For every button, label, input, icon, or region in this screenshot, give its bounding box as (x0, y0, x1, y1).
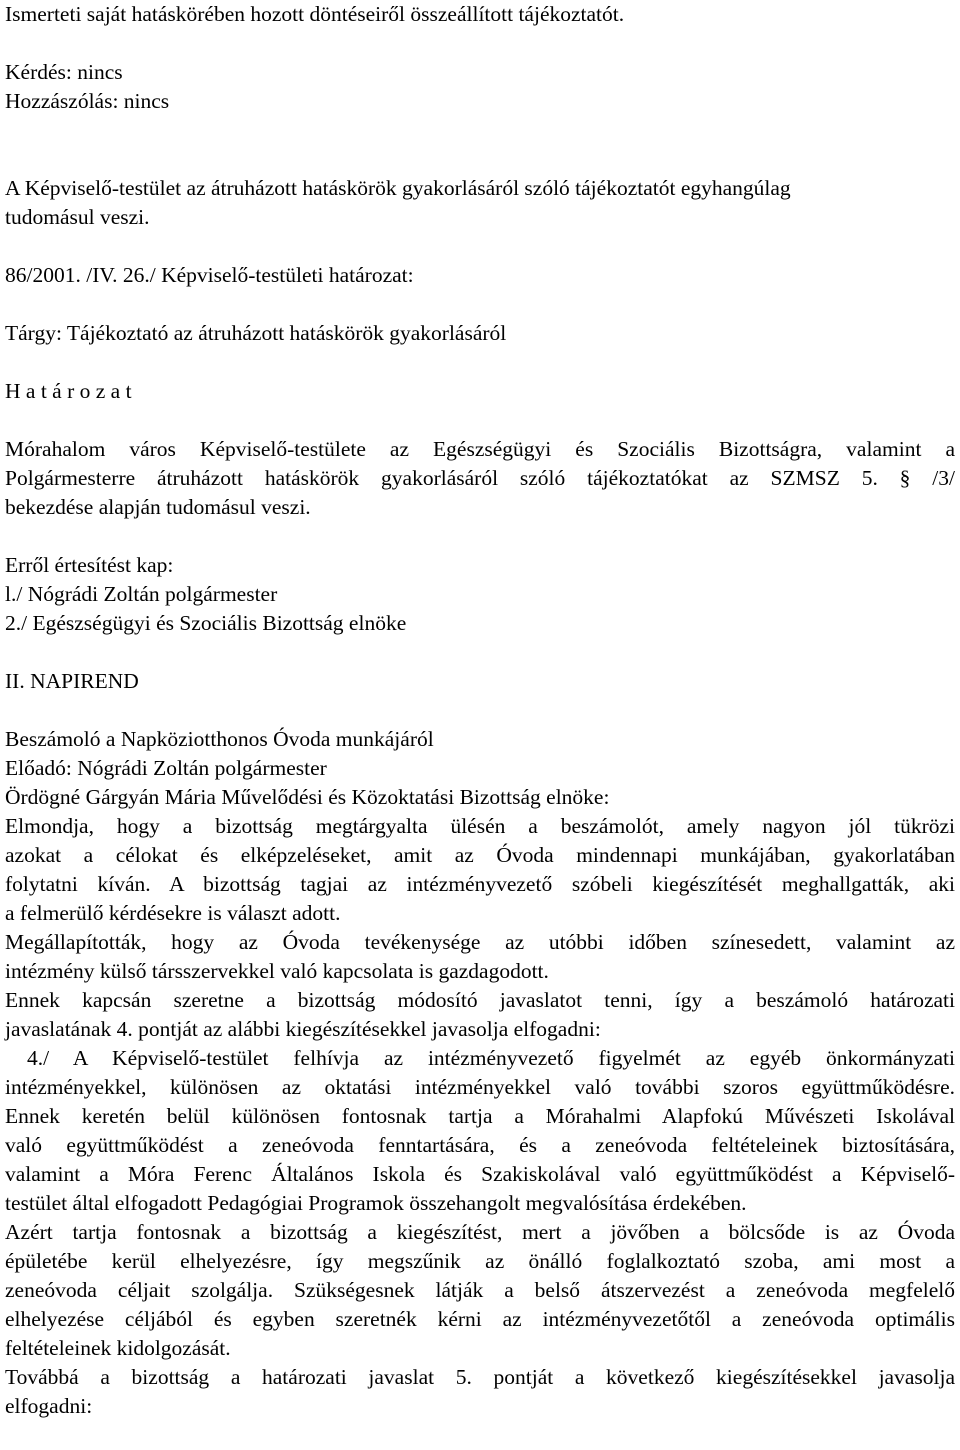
resolution-heading: H a t á r o z a t (5, 379, 132, 403)
body-line: azokat a célokat és elképzeléseket, amit az Óvoda mindennapi munkájában, gyakorlatában (5, 843, 955, 867)
body-line: való együttműködést a zeneóvoda fenntartására, és a zeneóvoda feltételeinek biztosítására, (5, 1133, 955, 1157)
resolution-text-line: Polgármesterre átruházott hatáskörök gyakorlásáról szóló tájékoztatókat az SZMSZ 5. § /3/ (5, 466, 955, 490)
body-line: zeneóvoda céljait szolgálja. Szükségesnek látják a belső átszervezést a zeneóvoda megfelelő (5, 1278, 955, 1302)
notify-item: l./ Nógrádi Zoltán polgármester (5, 582, 278, 606)
resolution-subject: Tárgy: Tájékoztató az átruházott hatáskörök gyakorlásáról (5, 321, 507, 345)
body-line: feltételeinek kidolgozását. (5, 1336, 231, 1360)
report-title: Beszámoló a Napköziotthonos Óvoda munkájáról (5, 727, 434, 751)
report-speaker: Ördögné Gárgyán Mária Művelődési és Közoktatási Bizottság elnöke: (5, 785, 610, 809)
body-line: Ennek keretén belül különösen fontosnak tartja a Mórahalmi Alapfokú Művészeti Iskolával (5, 1104, 955, 1128)
body-line: a felmerülő kérdésekre is választ adott. (5, 901, 341, 925)
notify-item: 2./ Egészségügyi és Szociális Bizottság elnöke (5, 611, 407, 635)
resolution-number: 86/2001. /IV. 26./ Képviselő-testületi határozat: (5, 263, 414, 287)
body-line: folytatni kíván. A bizottság tagjai az intézményvezető szóbeli kiegészítését meghallgatták, aki (5, 872, 955, 896)
agenda-heading: II. NAPIREND (5, 669, 139, 693)
body-line: intézményekkel, különösen az oktatási intézményekkel való további szoros együttműködésre. (5, 1075, 955, 1099)
intro-paragraph: Ismerteti saját hatáskörében hozott döntéseiről összeállított tájékoztatót. (5, 2, 625, 26)
body-line: Azért tartja fontosnak a bizottság a kiegészítést, mert a jövőben a bölcsőde is az Óvoda (5, 1220, 955, 1244)
acceptance-line: A Képviselő-testület az átruházott hatáskörök gyakorlásáról szóló tájékoztatót egyhangúlag (5, 176, 791, 200)
body-line: épületébe kerül elhelyezésre, így megszűnik az önálló foglalkoztató szoba, ami most a (5, 1249, 955, 1273)
resolution-text-line: Mórahalom város Képviselő-testülete az Egészségügyi és Szociális Bizottságra, valamint a (5, 437, 955, 461)
acceptance-line: tudomásul veszi. (5, 205, 150, 229)
body-line: elhelyezése céljából és egyben szeretnék kérni az intézményvezetőtől a zeneóvoda optimális (5, 1307, 955, 1331)
body-line: valamint a Móra Ferenc Általános Iskola és Szakiskolával való együttműködést a Képviselő- (5, 1162, 955, 1186)
notify-heading: Erről értesítést kap: (5, 553, 174, 577)
report-presenter: Előadó: Nógrádi Zoltán polgármester (5, 756, 327, 780)
resolution-text-line: bekezdése alapján tudomásul veszi. (5, 495, 311, 519)
body-line: Ennek kapcsán szeretne a bizottság módosító javaslatot tenni, így a beszámoló határozati (5, 988, 955, 1012)
comment-line: Hozzászólás: nincs (5, 89, 170, 113)
body-line: Elmondja, hogy a bizottság megtárgyalta ülésén a beszámolót, amely nagyon jól tükrözi (5, 814, 955, 838)
body-line: Továbbá a bizottság a határozati javaslat 5. pontját a következő kiegészítésekkel javasolja (5, 1365, 955, 1389)
body-line: javaslatának 4. pontját az alábbi kiegészítésekkel javasolja elfogadni: (5, 1017, 601, 1041)
body-line: Megállapították, hogy az Óvoda tevékenysége az utóbbi időben színesedett, valamint az (5, 930, 955, 954)
body-line: elfogadni: (5, 1394, 93, 1418)
document-page (5, 0, 955, 1421)
body-line: testület által elfogadott Pedagógiai Programok összehangolt megvalósítása érdekében. (5, 1191, 747, 1215)
question-line: Kérdés: nincs (5, 60, 123, 84)
body-line: intézmény külső társszervekkel való kapcsolata is gazdagodott. (5, 959, 549, 983)
body-line: 4./ A Képviselő-testület felhívja az intézményvezető figyelmét az egyéb önkormányzati (27, 1046, 955, 1070)
